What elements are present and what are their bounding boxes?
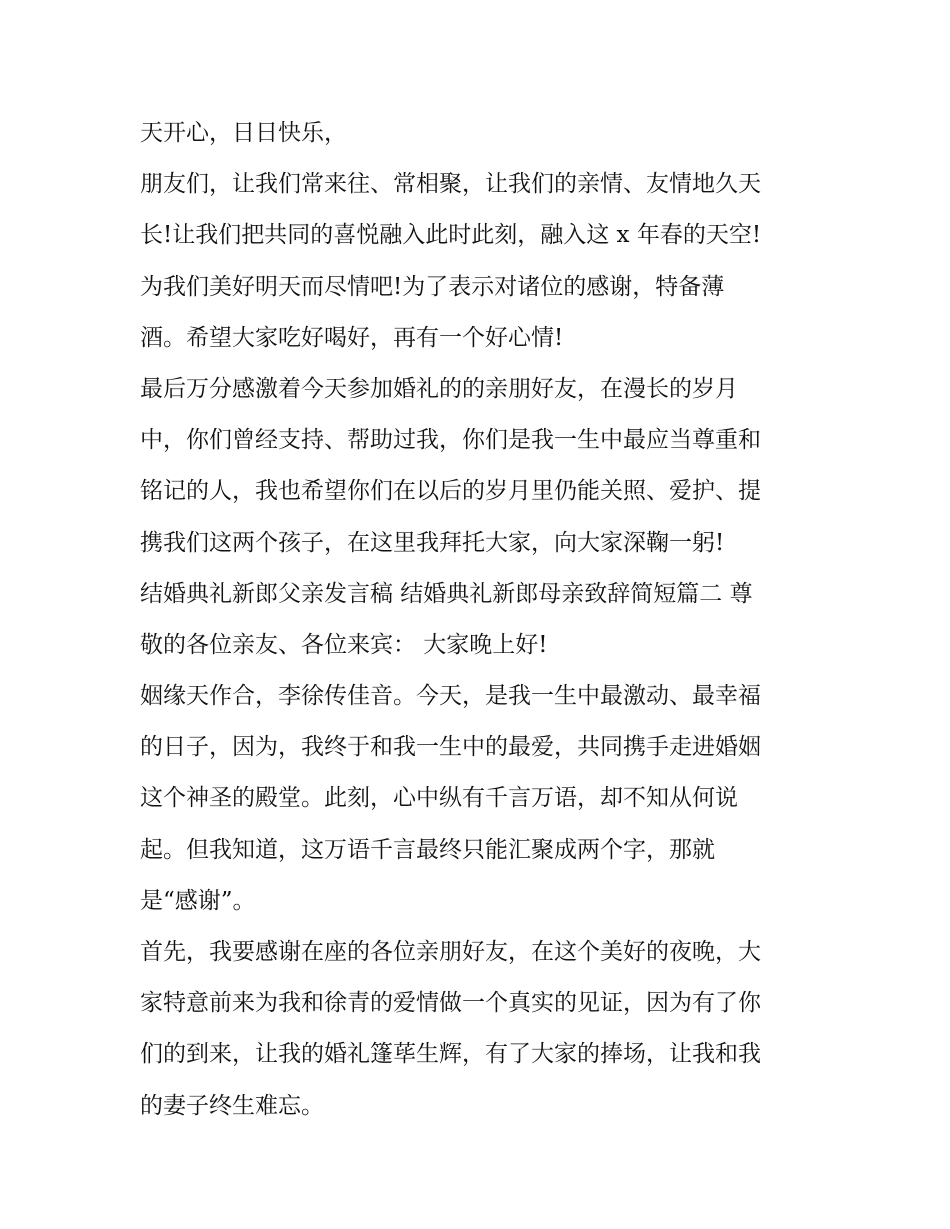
text-line: 首先，我要感谢在座的各位亲朋好友，在这个美好的夜晚，大 [140, 939, 761, 965]
text-line: 为我们美好明天而尽情吧!为了表示对诸位的感谢，特备薄 [140, 273, 725, 300]
text-line: 长!让我们把共同的喜悦融入此时此刻，融入这 x 年春的天空! [140, 222, 762, 249]
text-line: 起。但我知道，这万语千言最终只能汇聚成两个字，那就 [140, 836, 715, 863]
text-line: 的日子，因为，我终于和我一生中的最爱，共同携手走进婚姻 [140, 734, 761, 761]
text-line: 这个神圣的殿堂。此刻，心中纵有千言万语，却不知从何说 [140, 785, 738, 812]
text-line: 天开心，日日快乐， [140, 120, 347, 146]
text-line: 结婚典礼新郎父亲发言稿 结婚典礼新郎母亲致辞简短篇二 尊 [140, 580, 753, 607]
text-line: 敬的各位亲友、各位来宾： 大家晚上好! [140, 631, 548, 658]
text-line: 中，你们曾经支持、帮助过我，你们是我一生中最应当尊重和 [140, 427, 761, 454]
text-line: 是“感谢”。 [140, 887, 256, 914]
text-line: 朋友们，让我们常来往、常相聚，让我们的亲情、友情地久天 [140, 171, 761, 198]
text-line: 铭记的人，我也希望你们在以后的岁月里仍能关照、爱护、提 [140, 478, 761, 505]
text-line: 姻缘天作合，李徐传佳音。今天，是我一生中最激动、最幸福 [140, 683, 761, 710]
text-line: 的妻子终生难忘。 [140, 1092, 324, 1119]
text-line: 们的到来，让我的婚礼篷荜生辉，有了大家的捧场，让我和我 [140, 1041, 761, 1068]
text-line: 携我们这两个孩子，在这里我拜托大家，向大家深鞠一躬! [140, 529, 725, 556]
text-line: 家特意前来为我和徐青的爱情做一个真实的见证，因为有了你 [140, 990, 761, 1017]
body-text [140, 108, 820, 1132]
text-line: 酒。希望大家吃好喝好，再有一个好心情! [140, 324, 564, 351]
text-line: 最后万分感激着今天参加婚礼的的亲朋好友，在漫长的岁月 [140, 375, 738, 402]
